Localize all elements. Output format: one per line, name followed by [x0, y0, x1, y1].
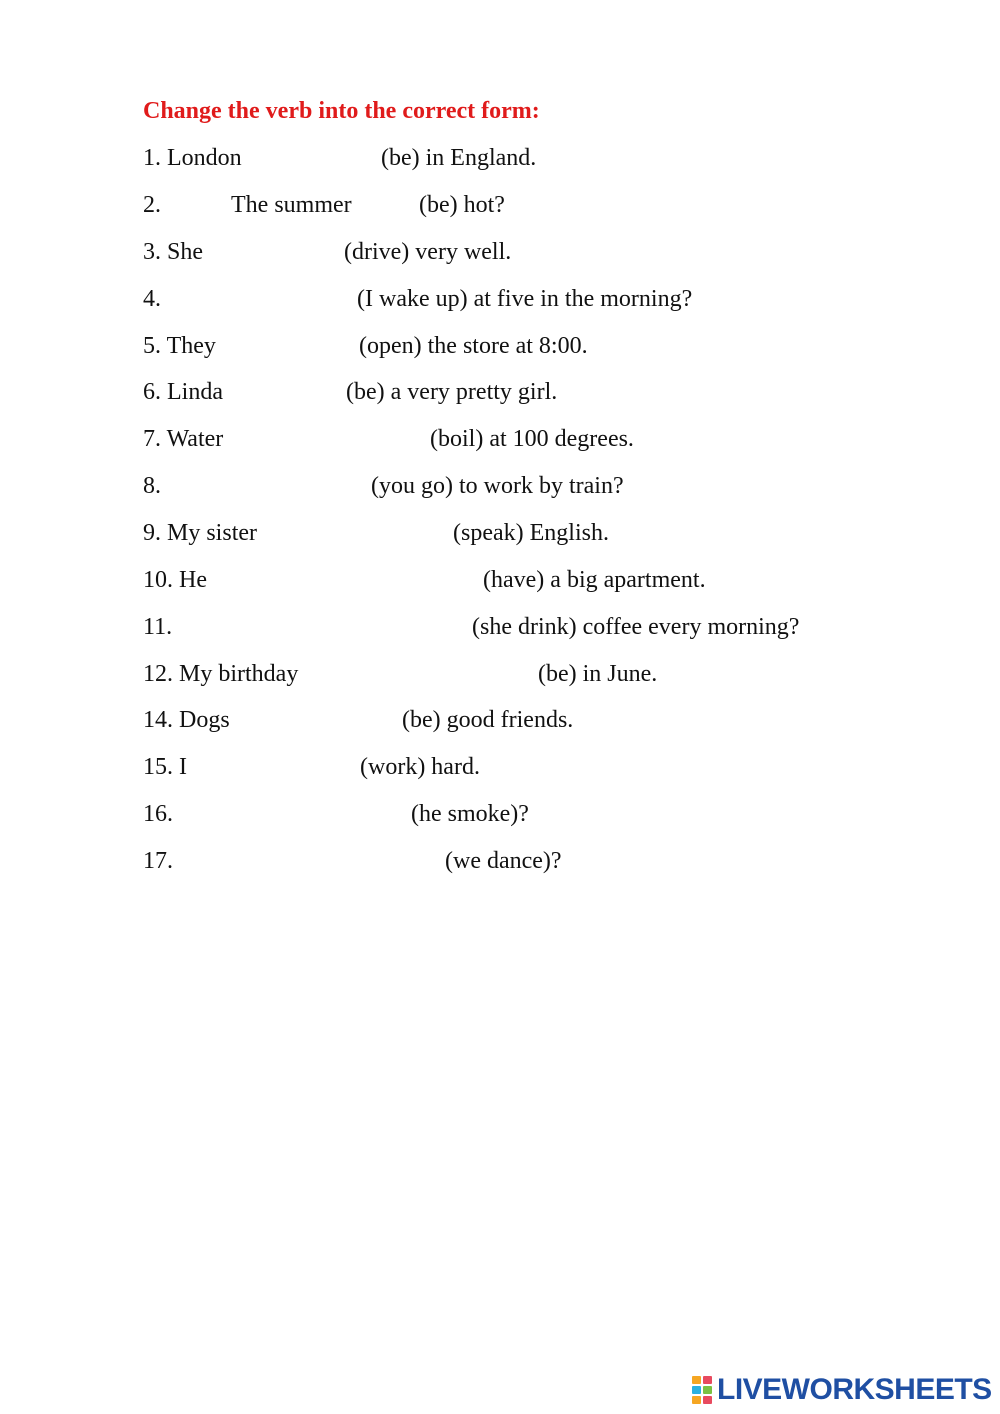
item-number: 15. I [143, 754, 187, 780]
exercise-item-16 [143, 799, 923, 829]
item-subject: The summer [231, 192, 352, 218]
item-number: 3. She [143, 239, 203, 265]
item-number: 16. [143, 801, 173, 827]
exercise-item-12 [143, 659, 923, 689]
item-prompt: (open) the store at 8:00. [359, 333, 588, 359]
exercise-item-4 [143, 284, 923, 314]
item-prompt: (be) a very pretty girl. [346, 379, 558, 405]
item-prompt: (boil) at 100 degrees. [430, 426, 634, 452]
item-prompt: (she drink) coffee every morning? [472, 614, 800, 640]
exercise-item-10 [143, 565, 923, 595]
exercise-item-5 [143, 331, 923, 361]
item-prompt: (you go) to work by train? [371, 473, 624, 499]
item-number: 2. [143, 192, 161, 218]
item-number: 1. London [143, 145, 242, 171]
exercise-item-2 [143, 190, 923, 220]
item-number: 9. My sister [143, 520, 257, 546]
item-prompt: (I wake up) at five in the morning? [357, 286, 693, 312]
logo-block [703, 1386, 712, 1394]
exercise-item-14 [143, 705, 923, 735]
item-number: 7. Water [143, 426, 224, 452]
item-prompt: (be) hot? [419, 192, 505, 218]
item-number: 4. [143, 286, 161, 312]
exercise-item-6 [143, 377, 923, 407]
exercise-item-15 [143, 752, 923, 782]
item-prompt: (be) in June. [538, 661, 658, 687]
exercise-item-3 [143, 237, 923, 267]
liveworksheets-logo-icon [692, 1376, 714, 1404]
item-number: 6. Linda [143, 379, 223, 405]
logo-block [692, 1376, 701, 1384]
logo-block [703, 1396, 712, 1404]
item-prompt: (have) a big apartment. [483, 567, 706, 593]
item-prompt: (be) in England. [381, 145, 537, 171]
item-number: 11. [143, 614, 173, 640]
item-prompt: (drive) very well. [344, 239, 512, 265]
exercise-item-1 [143, 143, 923, 173]
logo-block [692, 1386, 701, 1394]
item-number: 12. My birthday [143, 661, 299, 687]
item-number: 14. Dogs [143, 707, 230, 733]
item-prompt: (he smoke)? [411, 801, 529, 827]
logo-block [703, 1376, 712, 1384]
exercise-item-8 [143, 471, 923, 501]
item-prompt: (we dance)? [445, 848, 562, 874]
item-prompt: (work) hard. [360, 754, 480, 780]
exercise-item-17 [143, 846, 923, 876]
item-number: 8. [143, 473, 161, 499]
item-number: 10. He [143, 567, 207, 593]
item-number: 17. [143, 848, 173, 874]
liveworksheets-logo [692, 1374, 992, 1406]
item-prompt: (be) good friends. [402, 707, 574, 733]
liveworksheets-logo-text: LIVEWORKSHEETS [717, 1373, 992, 1406]
exercise-item-9 [143, 518, 923, 548]
exercise-item-7 [143, 424, 923, 454]
exercise-item-11 [143, 612, 923, 642]
item-prompt: (speak) English. [453, 520, 609, 546]
worksheet-title: Change the verb into the correct form: [143, 98, 540, 124]
logo-block [692, 1396, 701, 1404]
item-number: 5. They [143, 333, 216, 359]
